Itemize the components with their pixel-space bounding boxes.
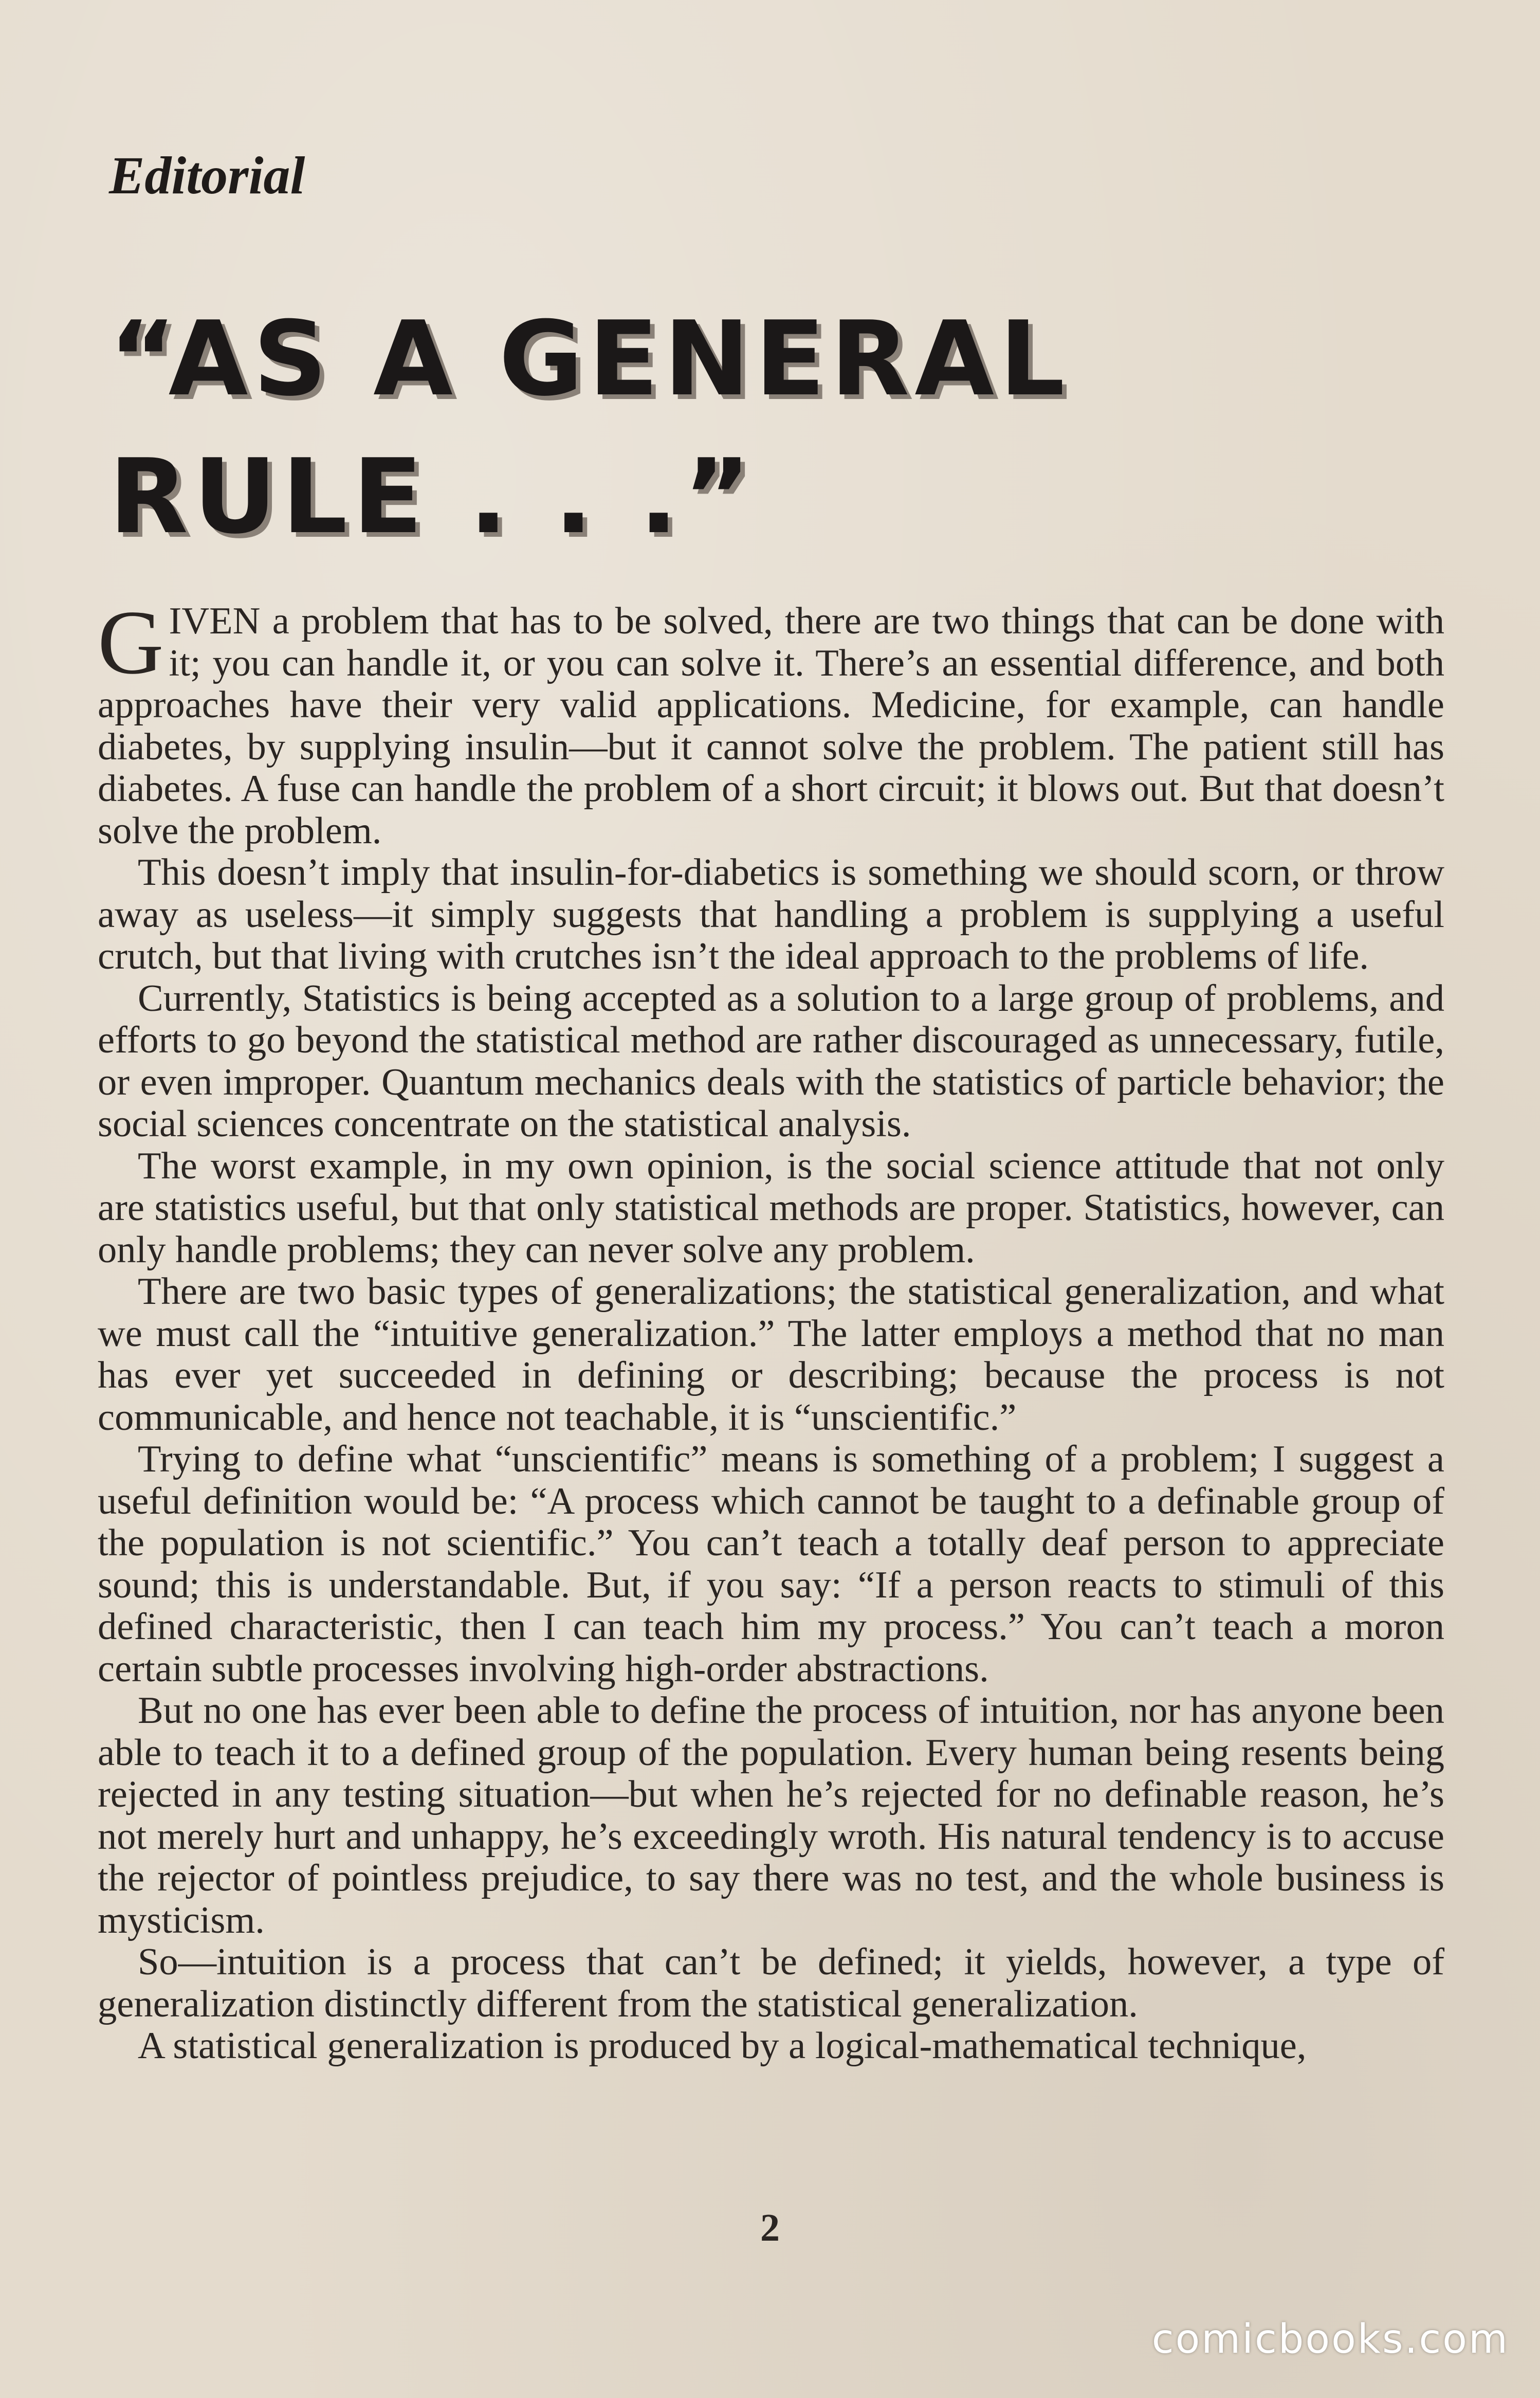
section-label: Editorial (109, 146, 305, 205)
article-paragraph: So—intuition is a process that can’t be defined; it yields, however, a type of generalization distinctly different from the statistical generalization. (98, 1941, 1444, 2025)
article-title-line-1: “AS A GENERAL (109, 299, 1070, 419)
article-paragraph: There are two basic types of generalizations; the statistical generalization, and what we must call the “intuitive generalization.” The latter employs a method that no man has ever yet succeeded in defining or describing; because the process is not communicable, and hence not teachable, it is “unscientific.” (98, 1270, 1444, 1439)
article-paragraph: But no one has ever been able to define the process of intuition, nor has anyone been able to teach it to a defined group of the population. Every human being resents being rejected in any testing situation—but when he’s rejected for no definable reason, he’s not merely hurt and unhappy, he’s exceedingly wroth. His natural tendency is to accuse the rejector of pointless prejudice, to say there was no test, and the whole business is mysticism. (98, 1690, 1444, 1941)
article-paragraph: Trying to define what “unscientific” means is something of a problem; I suggest a useful definition would be: “A process which cannot be taught to a definable group of the population is not scientific.” You can’t teach a totally deaf person to appreciate sound; this is understandable. But, if you say: “If a person reacts to stimuli of this defined characteristic, then I can teach him my process.” You can’t teach a moron certain subtle processes involving high-order abstractions. (98, 1438, 1444, 1690)
article-paragraph: A statistical generalization is produced by a logical-mathematical technique, (138, 2025, 1307, 2067)
article-title-line-2: RULE . . .” (109, 437, 756, 557)
article-title (109, 290, 1343, 566)
article-paragraph: The worst example, in my own opinion, is the social science attitude that not only are statistics useful, but that only statistical methods are proper. Statistics, however, can only handle problems; they can never solve any problem. (98, 1145, 1444, 1271)
drop-cap: G (98, 591, 164, 693)
site-watermark: comicbooks.com (1151, 2316, 1509, 2363)
article-paragraph (98, 591, 1444, 852)
paragraph-text: IVEN a problem that has to be solved, there are two things that can be done with it; you can handle it, or you can solve it. There’s an essential difference, and both approaches have their very valid applications. Medicine, for example, can handle diabetes, by supplying insulin—but it cannot solve the problem. The patient still has diabetes. A fuse can handle the problem of a short circuit; it blows out. But that doesn’t solve the problem. (98, 600, 1444, 852)
article-body (98, 591, 1444, 2067)
page-number: 2 (760, 2206, 780, 2249)
article-paragraph: Currently, Statistics is being accepted as a solution to a large group of problems, and efforts to go beyond the statistical method are rather discouraged as unnecessary, futile, or even improper. Quantum mechanics deals with the statistics of particle behavior; the social sciences concentrate on the statistical analysis. (98, 977, 1444, 1145)
article-paragraph: This doesn’t imply that insulin-for-diabetics is something we should scorn, or throw away as useless—it simply suggests that handling a problem is supplying a useful crutch, but that living with crutches isn’t the ideal approach to the problems of life. (98, 851, 1444, 977)
